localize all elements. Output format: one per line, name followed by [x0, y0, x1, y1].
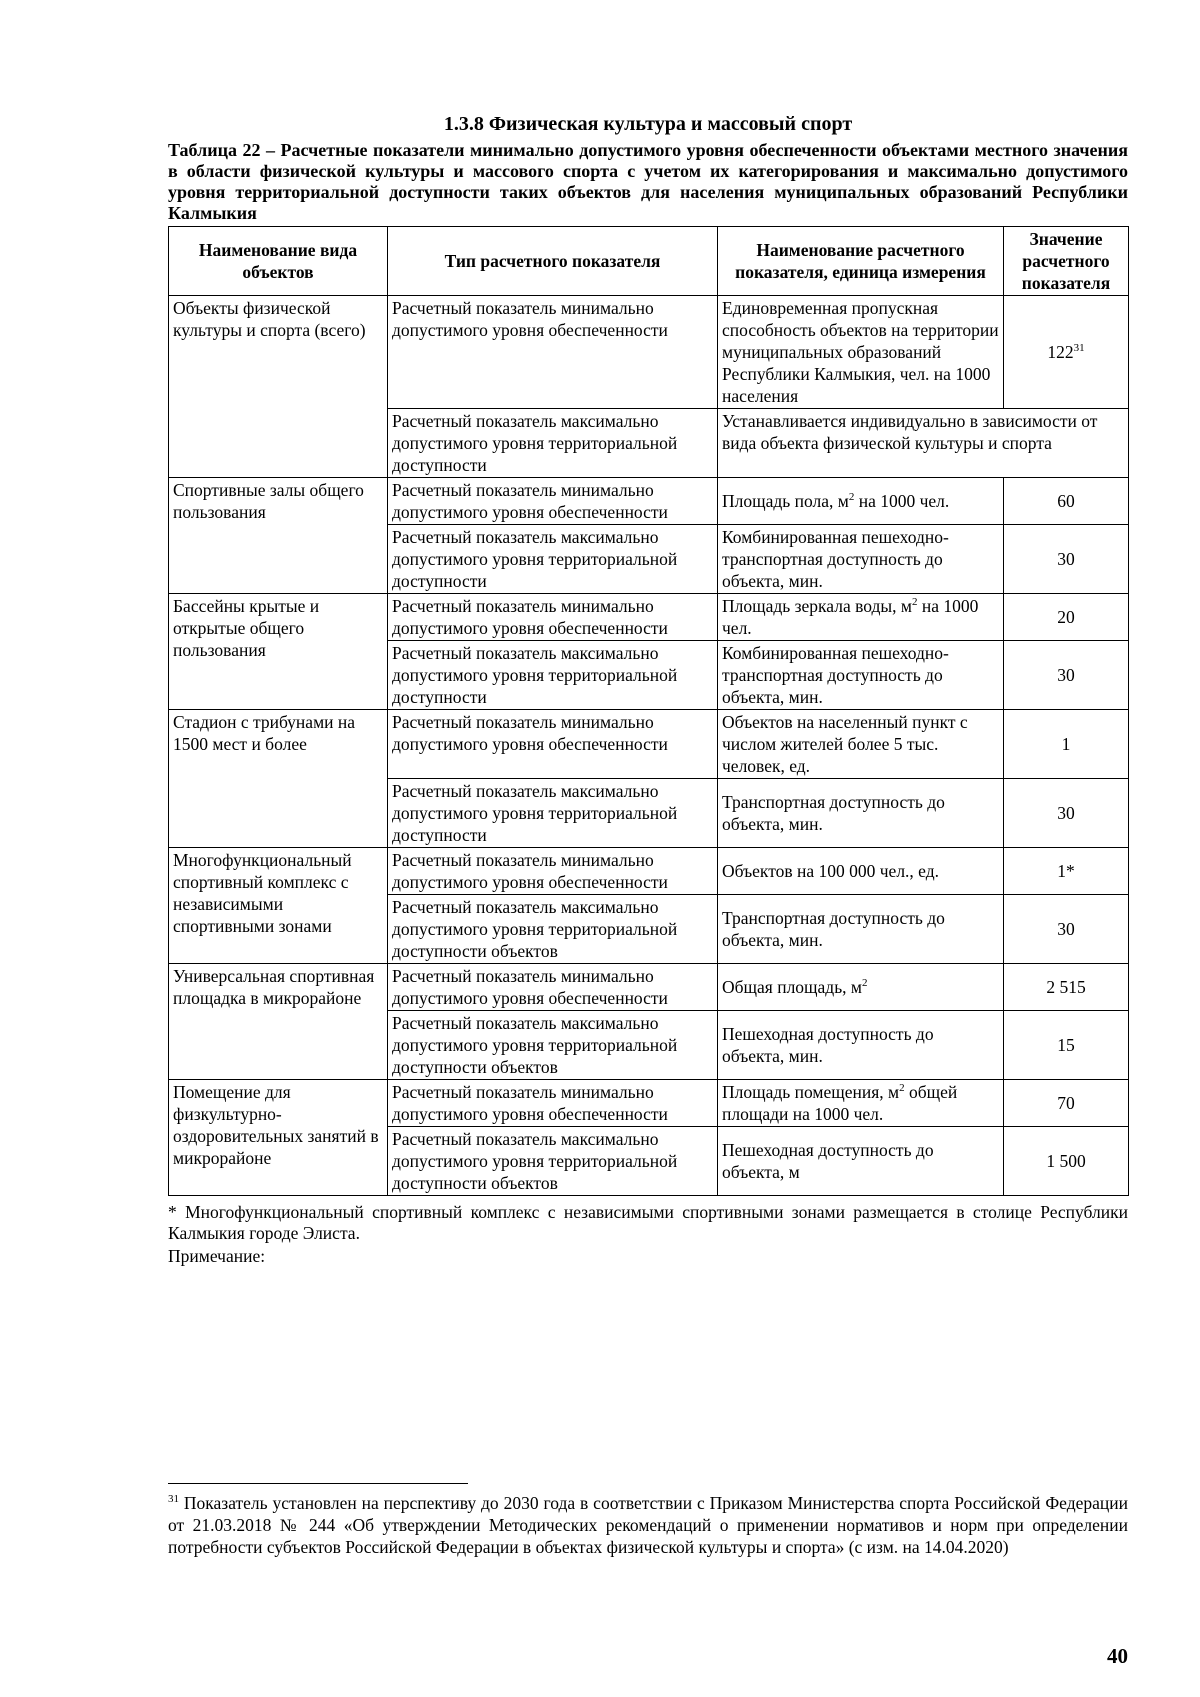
type-cell: Расчетный показатель минимально допустимого уровня обеспеченности — [388, 848, 718, 895]
table-row — [169, 964, 1129, 1011]
table-row — [169, 710, 1129, 779]
indicator-cell — [718, 964, 1004, 1011]
indicator-tail: на 1000 чел. — [722, 596, 979, 638]
object-cell: Объекты физической культуры и спорта (всего) — [169, 296, 388, 478]
value-cell: 30 — [1004, 641, 1129, 710]
document-page — [168, 112, 1128, 1267]
unit-superscript: 2 — [848, 491, 855, 504]
star-note: * Многофункциональный спортивный комплекс с независимыми спортивными зонами размещается в столице Республики Калмыкия городе Элиста. — [168, 1202, 1128, 1243]
value-cell: 20 — [1004, 594, 1129, 641]
header-object: Наименование вида объектов — [169, 227, 388, 296]
type-cell: Расчетный показатель минимально допустимого уровня обеспеченности — [388, 710, 718, 779]
table-header-row — [169, 227, 1129, 296]
value-cell: 60 — [1004, 478, 1129, 525]
table-row — [169, 594, 1129, 641]
footnote-divider — [168, 1483, 468, 1484]
section-title: 1.3.8 Физическая культура и массовый спорт — [443, 113, 853, 135]
type-cell: Расчетный показатель максимально допустимого уровня территориальной доступности — [388, 409, 718, 478]
unit-superscript: 2 — [862, 977, 868, 990]
indicator-text: Площадь пола, м — [722, 491, 849, 511]
value-cell: 2 515 — [1004, 964, 1129, 1011]
type-cell: Расчетный показатель минимально допустимого уровня обеспеченности — [388, 478, 718, 525]
indicator-text: Площадь зеркала воды, м — [722, 596, 912, 616]
header-type: Тип расчетного показателя — [388, 227, 718, 296]
type-cell: Расчетный показатель максимально допустимого уровня территориальной доступности объектов — [388, 1011, 718, 1080]
object-cell: Спортивные залы общего пользования — [169, 478, 388, 594]
value-cell: 30 — [1004, 525, 1129, 594]
type-cell: Расчетный показатель максимально допустимого уровня территориальной доступности — [388, 525, 718, 594]
value-cell: 1* — [1004, 848, 1129, 895]
type-cell: Расчетный показатель максимально допустимого уровня территориальной доступности — [388, 641, 718, 710]
indicator-cell: Объектов на населенный пункт с числом жителей более 5 тыс. человек, ед. — [718, 710, 1004, 779]
indicator-cell: Транспортная доступность до объекта, мин. — [718, 895, 1004, 964]
indicator-text: Общая площадь, м — [722, 977, 863, 997]
indicator-cell: Комбинированная пешеходно-транспортная доступность до объекта, мин. — [718, 525, 1004, 594]
type-cell: Расчетный показатель минимально допустимого уровня обеспеченности — [388, 1080, 718, 1127]
table-row — [169, 296, 1129, 409]
indicator-cell: Устанавливается индивидуально в зависимости от вида объекта физической культуры и спорта — [718, 409, 1129, 478]
indicator-cell — [718, 594, 1004, 641]
object-cell: Помещение для физкультурно-оздоровительных занятий в микрорайоне — [169, 1080, 388, 1196]
header-name: Наименование расчетного показателя, единица измерения — [718, 227, 1004, 296]
indicator-cell: Пешеходная доступность до объекта, мин. — [718, 1011, 1004, 1080]
value-cell: 1 500 — [1004, 1127, 1129, 1196]
header-value: Значение расчетного показателя — [1004, 227, 1129, 296]
type-cell: Расчетный показатель максимально допустимого уровня территориальной доступности объектов — [388, 1127, 718, 1196]
indicator-cell: Объектов на 100 000 чел., ед. — [718, 848, 1004, 895]
table-row — [169, 478, 1129, 525]
type-cell: Расчетный показатель минимально допустимого уровня обеспеченности — [388, 594, 718, 641]
norms-table — [168, 226, 1129, 1196]
footnote-31 — [168, 1492, 1128, 1558]
value-cell: 15 — [1004, 1011, 1129, 1080]
table-caption: Таблица 22 – Расчетные показатели минимально допустимого уровня обеспеченности объектами местного значения в области физической культуры и массового спорта с учетом их категорирования и максимально допустимого уровня территориальной доступности таких объектов для населения муниципальных образований Республики Калмыкия — [168, 140, 1128, 223]
unit-superscript: 2 — [911, 596, 918, 609]
footnote-text: Показатель установлен на перспективу до 2030 года в соответствии с Приказом Министерства спорта Российской Федерации от 21.03.2018 № 244 «Об утверждении Методических рекомендаций о применении нормативов и норм при определении потребности субъектов Российской Федерации в объектах физической культуры и спорта» (с изм. на 14.04.2020) — [168, 1493, 1128, 1557]
note-label: Примечание: — [168, 1246, 266, 1266]
indicator-tail: общей площади на 1000 чел. — [722, 1082, 958, 1124]
indicator-cell — [718, 1080, 1004, 1127]
object-cell: Стадион с трибунами на 1500 мест и более — [169, 710, 388, 848]
value-cell: 30 — [1004, 779, 1129, 848]
footnote-marker: 31 — [168, 1493, 179, 1506]
indicator-text: Площадь помещения, м — [722, 1082, 900, 1102]
type-cell: Расчетный показатель максимально допустимого уровня территориальной доступности объектов — [388, 895, 718, 964]
footnote-ref[interactable]: 31 — [1073, 342, 1085, 355]
indicator-cell: Транспортная доступность до объекта, мин. — [718, 779, 1004, 848]
page-number: 40 — [1107, 1644, 1128, 1668]
object-cell: Универсальная спортивная площадка в микрорайоне — [169, 964, 388, 1080]
object-cell: Бассейны крытые и открытые общего пользования — [169, 594, 388, 710]
indicator-tail: на 1000 чел. — [854, 491, 950, 511]
value-cell: 70 — [1004, 1080, 1129, 1127]
unit-superscript: 2 — [899, 1082, 905, 1095]
value-cell: 1 — [1004, 710, 1129, 779]
indicator-cell — [718, 478, 1004, 525]
type-cell: Расчетный показатель максимально допустимого уровня территориальной доступности — [388, 779, 718, 848]
value-cell: 30 — [1004, 895, 1129, 964]
type-cell: Расчетный показатель минимально допустимого уровня обеспеченности — [388, 296, 718, 409]
table-row — [169, 1080, 1129, 1127]
type-cell: Расчетный показатель минимально допустимого уровня обеспеченности — [388, 964, 718, 1011]
value-cell — [1004, 296, 1129, 409]
indicator-cell: Комбинированная пешеходно-транспортная доступность до объекта, мин. — [718, 641, 1004, 710]
indicator-cell: Единовременная пропускная способность объектов на территории муниципальных образований Республики Калмыкия, чел. на 1000 населения — [718, 296, 1004, 409]
value-text: 122 — [1047, 342, 1074, 362]
table-row — [169, 848, 1129, 895]
indicator-cell: Пешеходная доступность до объекта, м — [718, 1127, 1004, 1196]
object-cell: Многофункциональный спортивный комплекс с независимыми спортивными зонами — [169, 848, 388, 964]
